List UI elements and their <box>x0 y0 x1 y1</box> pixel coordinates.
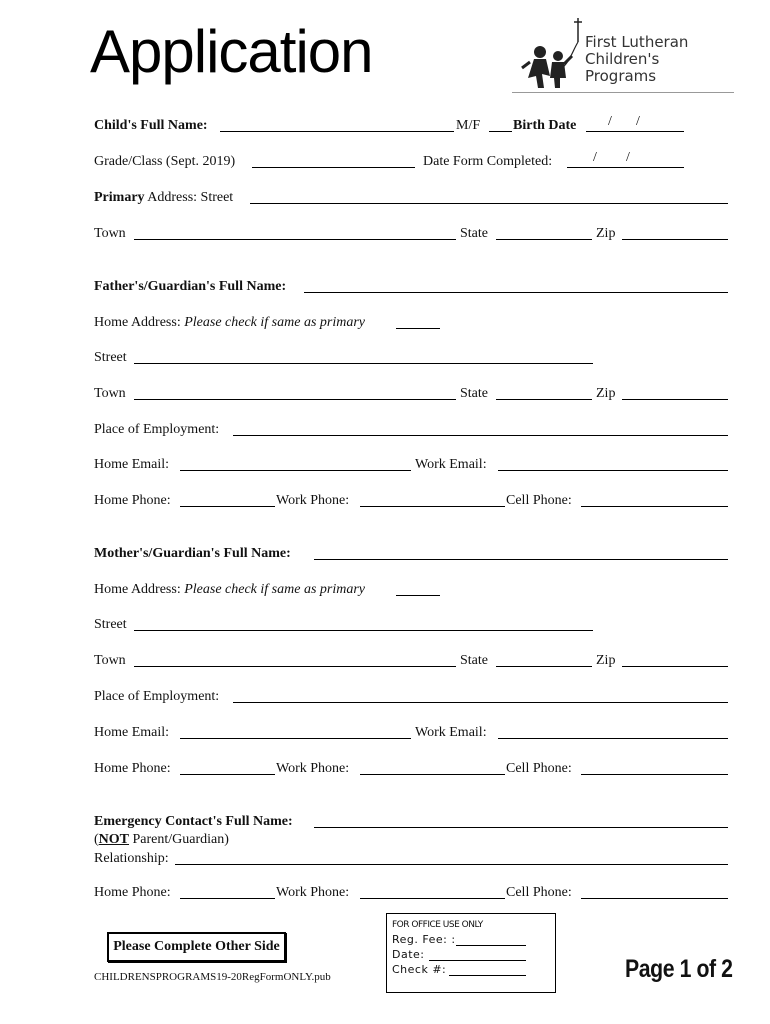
father-name-field[interactable] <box>304 292 728 293</box>
mother-work-phone-label: Work Phone: <box>276 761 350 776</box>
mother-cell-phone-field[interactable] <box>581 774 728 775</box>
primary-state-field[interactable] <box>496 239 592 240</box>
file-name: CHILDRENSPROGRAMS19-20RegFormONLY.pub <box>94 971 331 983</box>
child-name-row: Child's Full Name: <box>94 118 208 133</box>
father-name-label: Father's/Guardian's Full Name <box>94 279 282 294</box>
mother-employment-label: Place of Employment: <box>94 689 220 704</box>
mother-employment-field[interactable] <box>233 702 728 703</box>
grade-field[interactable] <box>252 167 415 168</box>
father-work-email-label: Work Email: <box>415 457 487 472</box>
mother-name-label: Mother's/Guardian's Full Name <box>94 546 287 561</box>
father-work-email-field[interactable] <box>498 470 728 471</box>
birth-date-slash-1: / <box>608 114 612 129</box>
mother-state-field[interactable] <box>496 666 592 667</box>
father-zip-field[interactable] <box>622 399 728 400</box>
reg-fee-label: Reg. Fee: : <box>392 933 456 946</box>
father-home-address-label: Home Address: <box>94 315 181 330</box>
office-date-field[interactable] <box>429 960 526 961</box>
father-cell-phone-field[interactable] <box>581 506 728 507</box>
mother-street-label: Street <box>94 617 127 632</box>
primary-town-label: Town <box>94 226 126 241</box>
date-completed-label: Date Form Completed: <box>423 154 553 169</box>
father-home-address-row <box>94 313 365 333</box>
mother-home-address-row <box>94 580 365 600</box>
mother-zip-label: Zip <box>596 653 616 668</box>
address-street-label: Address: Street <box>147 190 234 205</box>
father-same-checkbox[interactable] <box>396 328 440 329</box>
father-home-phone-label: Home Phone: <box>94 493 171 508</box>
mother-town-label: Town <box>94 653 126 668</box>
child-name-label: Child's Full Name <box>94 118 203 133</box>
mother-home-email-field[interactable] <box>180 738 411 739</box>
father-home-phone-field[interactable] <box>180 506 275 507</box>
father-employment-label: Place of Employment: <box>94 422 220 437</box>
office-use-box <box>386 913 556 993</box>
mother-name-field[interactable] <box>314 559 728 560</box>
page-title: Application <box>90 18 373 85</box>
mother-work-email-label: Work Email: <box>415 725 487 740</box>
primary-street-field[interactable] <box>250 203 728 204</box>
child-name-field[interactable] <box>220 131 454 132</box>
mf-field[interactable] <box>489 131 512 132</box>
not-label: NOT <box>98 832 130 847</box>
father-employment-field[interactable] <box>233 435 728 436</box>
mother-home-address-label: Home Address: <box>94 582 181 597</box>
emergency-home-phone-label: Home Phone: <box>94 885 171 900</box>
emergency-name-label: Emergency Contact's Full Name <box>94 814 289 829</box>
mother-same-checkbox[interactable] <box>396 595 440 596</box>
emergency-name-row: Emergency Contact's Full Name: <box>94 814 293 829</box>
logo-line-2: Children's <box>585 50 660 68</box>
primary-address-row <box>94 188 233 208</box>
father-work-phone-label: Work Phone: <box>276 493 350 508</box>
mother-work-phone-field[interactable] <box>360 774 505 775</box>
logo-line-3: Programs <box>585 67 657 85</box>
father-cell-phone-label: Cell Phone: <box>506 493 572 508</box>
children-cross-icon <box>512 12 586 92</box>
emergency-not-parent-row: (NOT Parent/Guardian) <box>94 832 229 847</box>
mother-home-phone-label: Home Phone: <box>94 761 171 776</box>
mother-same-label: Please check if same as primary <box>184 582 366 597</box>
father-street-field[interactable] <box>134 363 593 364</box>
mother-work-email-field[interactable] <box>498 738 728 739</box>
primary-zip-label: Zip <box>596 226 616 241</box>
mother-state-label: State <box>460 653 488 668</box>
grade-label: Grade/Class (Sept. 2019) <box>94 154 236 169</box>
father-zip-label: Zip <box>596 386 616 401</box>
logo-divider <box>512 92 734 93</box>
father-work-phone-field[interactable] <box>360 506 505 507</box>
emergency-home-phone-field[interactable] <box>180 898 275 899</box>
logo <box>512 12 734 94</box>
mother-town-field[interactable] <box>134 666 456 667</box>
relationship-label: Relationship: <box>94 851 169 866</box>
office-date-label: Date: <box>392 948 425 961</box>
office-use-header: FOR OFFICE USE ONLY <box>392 920 483 930</box>
emergency-work-phone-label: Work Phone: <box>276 885 350 900</box>
relationship-field[interactable] <box>175 864 728 865</box>
mother-name-row: Mother's/Guardian's Full Name: <box>94 546 291 561</box>
date-completed-slash-2: / <box>626 150 630 165</box>
mother-home-phone-field[interactable] <box>180 774 275 775</box>
birth-date-field[interactable] <box>586 131 684 132</box>
primary-zip-field[interactable] <box>622 239 728 240</box>
date-completed-field[interactable] <box>567 167 684 168</box>
father-state-label: State <box>460 386 488 401</box>
father-state-field[interactable] <box>496 399 592 400</box>
emergency-cell-phone-label: Cell Phone: <box>506 885 572 900</box>
mother-cell-phone-label: Cell Phone: <box>506 761 572 776</box>
emergency-cell-phone-field[interactable] <box>581 898 728 899</box>
father-home-email-label: Home Email: <box>94 457 170 472</box>
parent-label: Parent/Guardian) <box>132 832 229 847</box>
emergency-work-phone-field[interactable] <box>360 898 505 899</box>
birth-date-slash-2: / <box>636 114 640 129</box>
primary-label: Primary <box>94 190 145 205</box>
mother-zip-field[interactable] <box>622 666 728 667</box>
father-same-label: Please check if same as primary <box>184 315 366 330</box>
check-field[interactable] <box>449 975 526 976</box>
father-home-email-field[interactable] <box>180 470 411 471</box>
mother-home-email-label: Home Email: <box>94 725 170 740</box>
father-street-label: Street <box>94 350 127 365</box>
birth-date-label: Birth Date <box>513 118 577 133</box>
primary-state-label: State <box>460 226 488 241</box>
logo-line-1: First Lutheran <box>585 33 689 51</box>
emergency-name-field[interactable] <box>314 827 728 828</box>
father-town-field[interactable] <box>134 399 456 400</box>
reg-fee-field[interactable] <box>456 945 526 946</box>
mf-label: M/F <box>456 118 481 133</box>
complete-other-side-notice: Please Complete Other Side <box>107 932 286 962</box>
date-completed-slash-1: / <box>593 150 597 165</box>
father-town-label: Town <box>94 386 126 401</box>
page-number: Page 1 of 2 <box>625 955 733 983</box>
mother-street-field[interactable] <box>134 630 593 631</box>
check-label: Check #: <box>392 963 447 976</box>
father-name-row: Father's/Guardian's Full Name: <box>94 279 287 294</box>
primary-town-field[interactable] <box>134 239 456 240</box>
